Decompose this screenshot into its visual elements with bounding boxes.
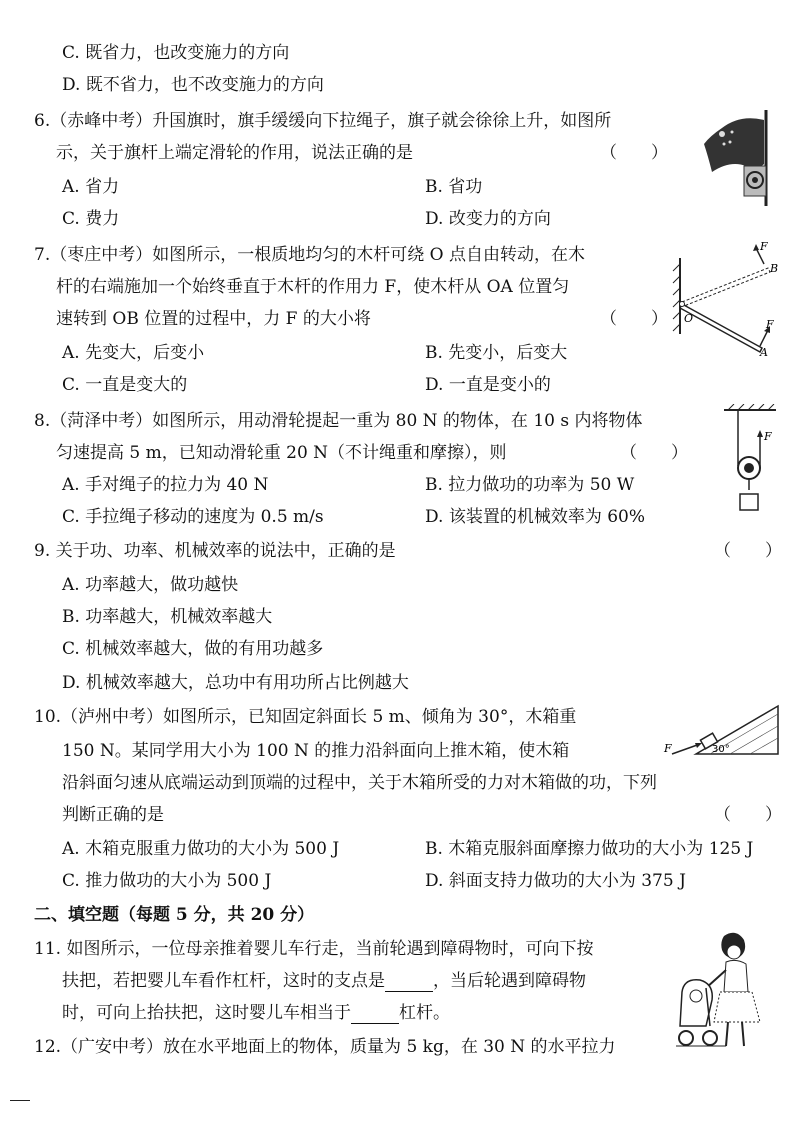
q11-line2 [62,970,586,992]
q9-answer-paren: （ ） [714,541,782,561]
q6-option-b: B. 省功 [425,177,483,197]
prev-option-c: C. 既省力，也改变施力的方向 [62,43,290,63]
q9-option-d: D. 机械效率越大，总功中有用功所占比例越大 [62,673,409,693]
q11-line2-end: ，当后轮遇到障碍物 [433,971,586,991]
incline-figure [660,700,782,758]
q8-option-b: B. 拉力做功的功率为 50 W [425,475,635,495]
mother-stroller-figure [676,930,782,1052]
lever-label-b: B [770,262,779,275]
lever-label-f-bottom: F [766,318,774,331]
q8-option-a: A. 手对绳子的拉力为 40 N [62,475,269,495]
movable-pulley-figure [718,404,782,516]
q10-line2: 150 N。某同学用大小为 100 N 的推力沿斜面向上推木箱，使木箱 [62,741,570,761]
q11-blank-2[interactable] [351,1005,399,1024]
q11-line1: 11. 如图所示，一位母亲推着婴儿车行走，当前轮遇到障碍物时，可向下按 [34,939,594,959]
q6-option-c: C. 费力 [62,209,120,229]
q10-option-a: A. 木箱克服重力做功的大小为 500 J [62,839,340,859]
lever-label-a: A [760,346,768,359]
q6-line2: 示，关于旗杆上端定滑轮的作用，说法正确的是 [56,143,413,163]
q10-line3: 沿斜面匀速从底端运动到顶端的过程中，关于木箱所受的力对木箱做的功，下列 [62,773,657,793]
q10-answer-paren: （ ） [714,805,782,825]
q11-line3-start: 时，可向上抬扶把，这时婴儿车相当于 [62,1003,351,1023]
q10-line1: 10.（泸州中考）如图所示，已知固定斜面长 5 m、倾角为 30°，木箱重 [34,707,577,727]
q8-option-c: C. 手拉绳子移动的速度为 0.5 m/s [62,507,324,527]
q10-option-c: C. 推力做功的大小为 500 J [62,871,272,891]
lever-label-o: O [684,312,694,325]
q6-option-d: D. 改变力的方向 [425,209,551,229]
q11-line2-start: 扶把，若把婴儿车看作杠杆，这时的支点是 [62,971,385,991]
q7-answer-paren: （ ） [600,309,668,329]
flag-pulley-figure [700,108,780,208]
q6-line1: 6.（赤峰中考）升国旗时，旗手缓缓向下拉绳子，旗子就会徐徐上升，如图所 [34,111,612,131]
q7-option-b: B. 先变小，后变大 [425,343,568,363]
pulley-label-f: F [764,430,772,443]
q11-line3-end: 杠杆。 [399,1003,450,1023]
footer-rule [10,1100,30,1101]
q8-answer-paren: （ ） [620,443,688,463]
incline-label-angle: 30° [712,744,730,755]
q9-line1: 9. 关于功、功率、机械效率的说法中，正确的是 [34,541,396,561]
q8-option-d: D. 该装置的机械效率为 60% [425,507,646,527]
q7-line1: 7.（枣庄中考）如图所示，一根质地均匀的木杆可绕 O 点自由转动，在木 [34,245,585,265]
prev-option-d: D. 既不省力，也不改变施力的方向 [62,75,324,95]
q8-line1: 8.（菏泽中考）如图所示，用动滑轮提起一重为 80 N 的物体，在 10 s 内将物体 [34,411,643,431]
q12-line1: 12.（广安中考）放在水平地面上的物体，质量为 5 kg，在 30 N 的水平拉力 [34,1037,616,1057]
q9-option-a: A. 功率越大，做功越快 [62,575,239,595]
q7-line3: 速转到 OB 位置的过程中，力 F 的大小将 [56,309,371,329]
lever-figure [670,236,782,364]
q9-option-c: C. 机械效率越大，做的有用功越多 [62,639,324,659]
lever-label-f-top: F [760,240,768,253]
q11-blank-1[interactable] [385,973,433,992]
q9-option-b: B. 功率越大，机械效率越大 [62,607,273,627]
q7-option-d: D. 一直是变小的 [425,375,551,395]
q6-answer-paren: （ ） [600,143,668,163]
q10-option-d: D. 斜面支持力做功的大小为 375 J [425,871,686,891]
q8-line2: 匀速提高 5 m，已知动滑轮重 20 N（不计绳重和摩擦），则 [56,443,507,463]
q10-option-b: B. 木箱克服斜面摩擦力做功的大小为 125 J [425,839,754,859]
incline-label-f: F [664,742,672,755]
q7-option-a: A. 先变大，后变小 [62,343,205,363]
q11-line3 [62,1002,450,1024]
q7-line2: 杆的右端施加一个始终垂直于木杆的作用力 F，使木杆从 OA 位置匀 [56,277,570,297]
section-2-title: 二、填空题（每题 5 分，共 20 分） [34,905,315,925]
q7-option-c: C. 一直是变大的 [62,375,188,395]
q10-line4: 判断正确的是 [62,805,164,825]
q6-option-a: A. 省力 [62,177,120,197]
